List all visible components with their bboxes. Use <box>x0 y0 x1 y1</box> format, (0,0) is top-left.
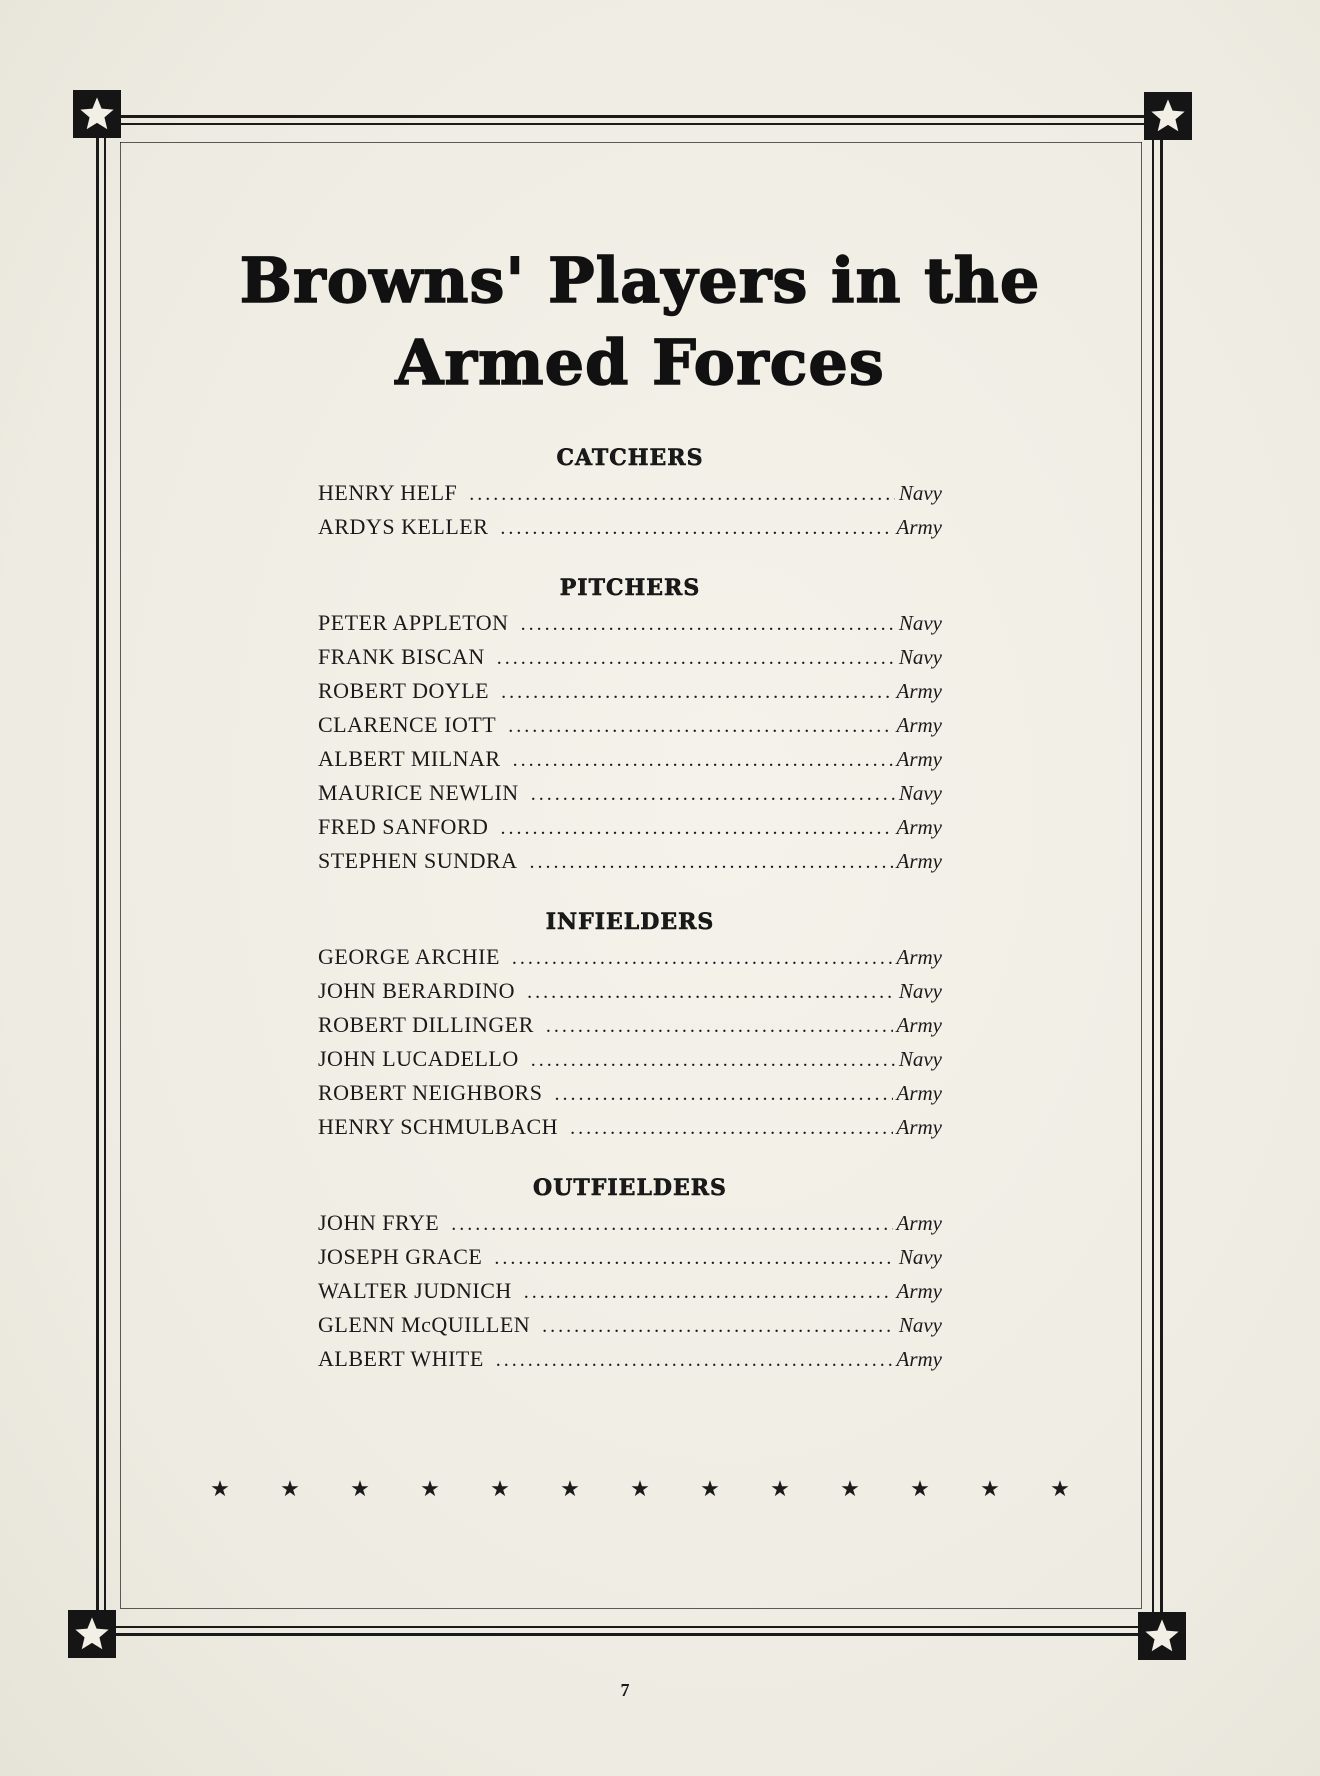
star-icon <box>1143 1617 1181 1655</box>
decorative-star-icon: ★ <box>770 1476 790 1501</box>
title-line-2: Armed Forces <box>395 326 885 399</box>
dot-leader <box>512 941 893 975</box>
player-name: JOHN LUCADELLO <box>318 1046 519 1071</box>
player-row <box>318 1240 942 1274</box>
player-row <box>318 844 942 878</box>
decorative-star-icon: ★ <box>630 1476 650 1501</box>
service-branch: Navy <box>898 645 942 669</box>
service-branch: Army <box>896 1115 942 1139</box>
service-branch: Navy <box>898 611 942 635</box>
service-branch: Navy <box>898 1313 942 1337</box>
dot-leader <box>554 1077 892 1111</box>
service-branch: Army <box>896 1347 942 1371</box>
service-branch: Navy <box>898 481 942 505</box>
frame-top <box>120 142 1142 143</box>
border-bottom-outer <box>116 1626 1146 1628</box>
player-name: HENRY HELF <box>318 480 458 505</box>
corner-star-bottom-left <box>68 1610 116 1658</box>
decorative-star-icon: ★ <box>1050 1476 1070 1501</box>
corner-star-top-left <box>73 90 121 138</box>
dot-leader <box>469 477 895 511</box>
player-row <box>318 974 942 1008</box>
dot-leader <box>524 1275 893 1309</box>
dot-leader <box>530 845 893 879</box>
corner-star-top-right <box>1144 92 1192 140</box>
decorative-star-row <box>200 1476 1080 1502</box>
dot-leader <box>497 641 895 675</box>
player-name: JOHN FRYE <box>318 1210 440 1235</box>
dot-leader <box>508 709 892 743</box>
player-name: CLARENCE IOTT <box>318 712 497 737</box>
service-branch: Army <box>896 1081 942 1105</box>
player-row <box>318 1308 942 1342</box>
title-line-1: Browns' Players in the <box>239 244 1041 317</box>
player-row <box>318 708 942 742</box>
player-name: PETER APPLETON <box>318 610 509 635</box>
border-right-inner <box>1152 137 1154 1615</box>
player-name: JOSEPH GRACE <box>318 1244 483 1269</box>
service-branch: Army <box>896 515 942 539</box>
player-name: ALBERT WHITE <box>318 1346 484 1371</box>
player-name: GEORGE ARCHIE <box>318 944 500 969</box>
service-branch: Navy <box>898 1047 942 1071</box>
page-number: 7 <box>620 1680 630 1700</box>
border-right-outer <box>1160 137 1163 1615</box>
service-branch: Navy <box>898 1245 942 1269</box>
frame-right <box>1141 142 1142 1608</box>
service-branch: Army <box>896 1279 942 1303</box>
player-name: WALTER JUDNICH <box>318 1278 512 1303</box>
player-row <box>318 640 942 674</box>
player-row <box>318 1076 942 1110</box>
star-icon <box>78 95 116 133</box>
player-name: ALBERT MILNAR <box>318 746 501 771</box>
player-name: JOHN BERARDINO <box>318 978 516 1003</box>
service-branch: Army <box>896 945 942 969</box>
roster <box>318 440 942 1402</box>
decorative-star-icon: ★ <box>490 1476 510 1501</box>
roster-section-catchers <box>318 440 942 544</box>
corner-star-bottom-right <box>1138 1612 1186 1660</box>
decorative-star-icon: ★ <box>910 1476 930 1501</box>
border-top-outer <box>120 115 1150 118</box>
roster-section-infielders <box>318 904 942 1144</box>
player-name: FRED SANFORD <box>318 814 489 839</box>
section-heading: CATCHERS <box>556 445 704 471</box>
player-name: STEPHEN SUNDRA <box>318 848 518 873</box>
player-name: HENRY SCHMULBACH <box>318 1114 559 1139</box>
star-icon <box>73 1615 111 1653</box>
section-heading: PITCHERS <box>559 575 701 601</box>
player-row <box>318 810 942 844</box>
player-name: ROBERT NEIGHBORS <box>318 1080 543 1105</box>
dot-leader <box>570 1111 892 1145</box>
dot-leader <box>531 777 895 811</box>
player-row <box>318 940 942 974</box>
dot-leader <box>546 1009 893 1043</box>
section-heading: OUTFIELDERS <box>533 1175 727 1201</box>
player-row <box>318 606 942 640</box>
frame-bottom <box>120 1608 1142 1609</box>
decorative-star-icon: ★ <box>280 1476 300 1501</box>
dot-leader <box>496 1343 893 1377</box>
decorative-star-icon: ★ <box>840 1476 860 1501</box>
dot-leader <box>451 1207 892 1241</box>
dot-leader <box>542 1309 895 1343</box>
service-branch: Army <box>896 1211 942 1235</box>
dot-leader <box>500 511 892 545</box>
player-row <box>318 1206 942 1240</box>
dot-leader <box>500 811 892 845</box>
service-branch: Army <box>896 679 942 703</box>
roster-section-pitchers <box>318 570 942 878</box>
border-left-inner <box>104 137 106 1615</box>
player-row <box>318 776 942 810</box>
decorative-star-icon: ★ <box>560 1476 580 1501</box>
service-branch: Army <box>896 1013 942 1037</box>
roster-section-outfielders <box>318 1170 942 1376</box>
section-heading: INFIELDERS <box>545 909 715 935</box>
service-branch: Army <box>896 849 942 873</box>
player-name: MAURICE NEWLIN <box>318 780 519 805</box>
player-row <box>318 1274 942 1308</box>
player-row <box>318 1110 942 1144</box>
player-row <box>318 1008 942 1042</box>
dot-leader <box>521 607 895 641</box>
page-title <box>140 240 1140 404</box>
player-row <box>318 1042 942 1076</box>
border-bottom-inner <box>116 1633 1146 1636</box>
player-name: FRANK BISCAN <box>318 644 485 669</box>
player-row <box>318 1342 942 1376</box>
dot-leader <box>494 1241 895 1275</box>
service-branch: Army <box>896 747 942 771</box>
service-branch: Army <box>896 713 942 737</box>
player-row <box>318 476 942 510</box>
frame-left <box>120 142 121 1608</box>
decorative-star-icon: ★ <box>700 1476 720 1501</box>
player-row <box>318 742 942 776</box>
border-top-inner <box>120 123 1150 125</box>
player-name: ROBERT DILLINGER <box>318 1012 534 1037</box>
service-branch: Army <box>896 815 942 839</box>
dot-leader <box>527 975 895 1009</box>
dot-leader <box>513 743 893 777</box>
border-left-outer <box>96 137 99 1615</box>
player-name: GLENN McQUILLEN <box>318 1312 531 1337</box>
dot-leader <box>501 675 892 709</box>
service-branch: Navy <box>898 979 942 1003</box>
player-row <box>318 510 942 544</box>
dot-leader <box>531 1043 895 1077</box>
decorative-star-icon: ★ <box>350 1476 370 1501</box>
service-branch: Navy <box>898 781 942 805</box>
decorative-star-icon: ★ <box>210 1476 230 1501</box>
player-name: ROBERT DOYLE <box>318 678 490 703</box>
star-icon <box>1149 97 1187 135</box>
player-name: ARDYS KELLER <box>318 514 489 539</box>
decorative-star-icon: ★ <box>980 1476 1000 1501</box>
decorative-star-icon: ★ <box>420 1476 440 1501</box>
player-row <box>318 674 942 708</box>
